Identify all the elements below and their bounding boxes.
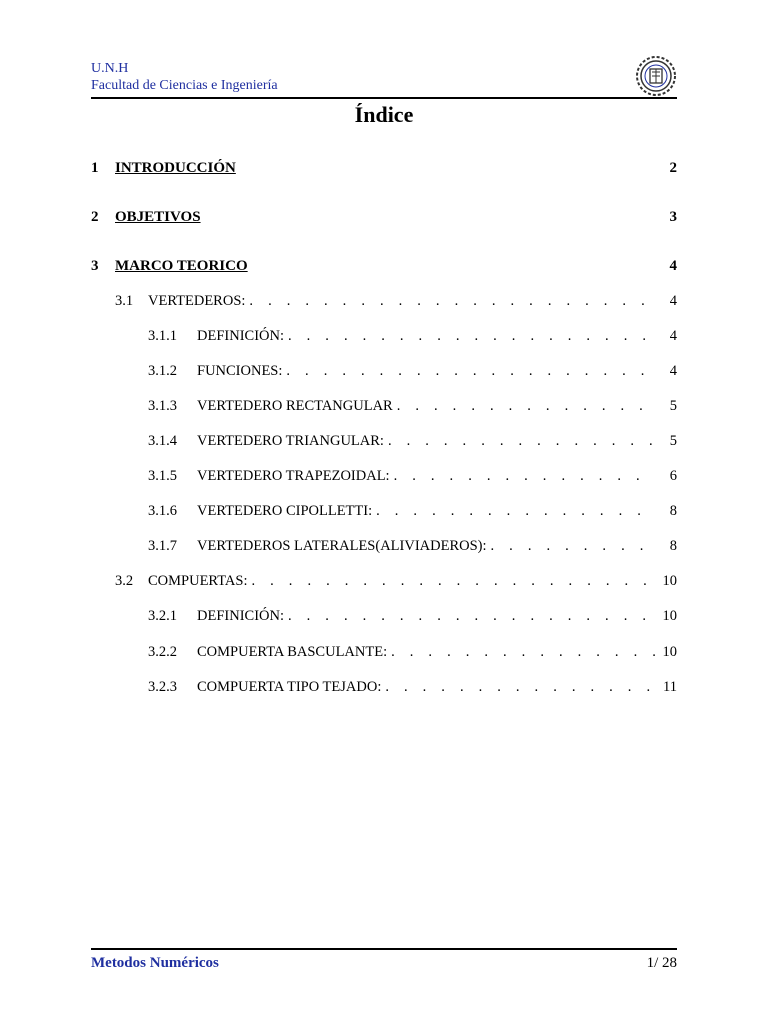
toc-entry-number: 3.1.6	[148, 503, 177, 519]
toc-leader-dots	[252, 573, 656, 590]
toc-entry-page: 8	[669, 538, 677, 554]
toc-entry-label[interactable]: DEFINICIÓN:	[197, 328, 284, 344]
toc-entry-label[interactable]: MARCO TEORICO	[115, 258, 248, 274]
toc-entry[interactable]	[91, 538, 677, 555]
toc-leader-dots	[288, 608, 655, 625]
page-header	[91, 60, 677, 94]
toc-entry-page: 4	[669, 363, 677, 379]
toc-entry-page: 6	[669, 468, 677, 484]
toc-entry[interactable]	[91, 679, 677, 696]
toc-leader-dots	[394, 468, 655, 485]
toc-leader-dots	[385, 679, 655, 696]
toc-entry-number: 3	[91, 258, 99, 274]
toc-leader-dots	[288, 328, 655, 345]
toc-entry-label[interactable]: FUNCIONES:	[197, 363, 283, 379]
toc-entry-number: 3.2.2	[148, 644, 177, 660]
toc-entry-page: 8	[669, 503, 677, 519]
toc-entry[interactable]	[91, 608, 677, 625]
toc-leader-dots	[391, 644, 655, 661]
toc-entry[interactable]	[91, 363, 677, 380]
toc-entry-number: 3.1.4	[148, 433, 177, 449]
toc-entry[interactable]	[91, 433, 677, 450]
toc-entry-number: 3.1.7	[148, 538, 177, 554]
toc-entry-label[interactable]: DEFINICIÓN:	[197, 608, 284, 624]
toc-leader-dots	[286, 363, 655, 380]
toc-entry-page: 10	[662, 608, 677, 624]
toc-entry-number: 3.1	[115, 293, 134, 309]
toc-entry-number: 3.1.5	[148, 468, 177, 484]
page-title: Índice	[354, 102, 414, 127]
toc-entry-number: 3.2	[115, 573, 134, 589]
footer-divider	[91, 948, 677, 950]
toc-entry-page: 4	[669, 258, 677, 274]
footer-page-number: 1/ 28	[646, 955, 677, 971]
toc-entry-page: 5	[669, 398, 677, 414]
toc-entry-page: 4	[669, 293, 677, 309]
toc-leader-dots	[249, 293, 655, 310]
toc-entry[interactable]	[91, 293, 677, 310]
toc-entry-label[interactable]: VERTEDEROS LATERALES(ALIVIADEROS):	[197, 538, 487, 554]
toc-leader-dots	[376, 503, 655, 520]
toc-entry[interactable]	[91, 328, 677, 345]
toc-entry-label[interactable]: VERTEDERO CIPOLLETTI:	[197, 503, 373, 519]
toc-leader-dots	[397, 398, 655, 415]
toc-entry-label[interactable]: COMPUERTAS:	[148, 573, 248, 589]
toc-entry-number: 3.1.3	[148, 398, 177, 414]
toc-entry-label[interactable]: COMPUERTA TIPO TEJADO:	[197, 679, 382, 695]
toc-entry[interactable]	[91, 573, 677, 590]
toc-entry-label[interactable]: OBJETIVOS	[115, 209, 201, 225]
toc-entry[interactable]	[91, 468, 677, 485]
toc-entry[interactable]	[91, 160, 677, 177]
toc-entry-page: 11	[663, 679, 677, 695]
toc-entry[interactable]	[91, 503, 677, 520]
toc-entry-number: 3.1.1	[148, 328, 177, 344]
toc-entry[interactable]	[91, 258, 677, 275]
toc-entry-number: 2	[91, 209, 99, 225]
toc-entry[interactable]	[91, 209, 677, 226]
toc-entry-page: 2	[669, 160, 677, 176]
toc-entry-page: 5	[669, 433, 677, 449]
toc-entry[interactable]	[91, 398, 677, 415]
toc-entry-label[interactable]: COMPUERTA BASCULANTE:	[197, 644, 388, 660]
toc-entry-page: 3	[669, 209, 677, 225]
toc-entry-label[interactable]: VERTEDERO RECTANGULAR	[197, 398, 393, 414]
toc-entry-number: 3.1.2	[148, 363, 177, 379]
toc-entry-label[interactable]: VERTEDERO TRAPEZOIDAL:	[197, 468, 390, 484]
toc-entry-number: 1	[91, 160, 99, 176]
toc-entry-number: 3.2.1	[148, 608, 177, 624]
toc-entry-page: 4	[669, 328, 677, 344]
toc-entry-label[interactable]: VERTEDEROS:	[148, 293, 246, 309]
toc-entry-label[interactable]: INTRODUCCIÓN	[115, 160, 236, 176]
university-seal-icon	[635, 55, 677, 97]
toc-entry-number: 3.2.3	[148, 679, 177, 695]
header-faculty: Facultad de Ciencias e Ingeniería	[91, 78, 278, 93]
header-institution: U.N.H	[91, 61, 129, 76]
toc-leader-dots	[388, 433, 655, 450]
footer-course: Metodos Numéricos	[91, 955, 219, 971]
toc-entry-page: 10	[662, 644, 677, 660]
toc-entry[interactable]	[91, 644, 677, 661]
toc-entry-label[interactable]: VERTEDERO TRIANGULAR:	[197, 433, 384, 449]
toc-leader-dots	[491, 538, 655, 555]
toc-entry-page: 10	[662, 573, 677, 589]
header-divider	[91, 97, 677, 99]
